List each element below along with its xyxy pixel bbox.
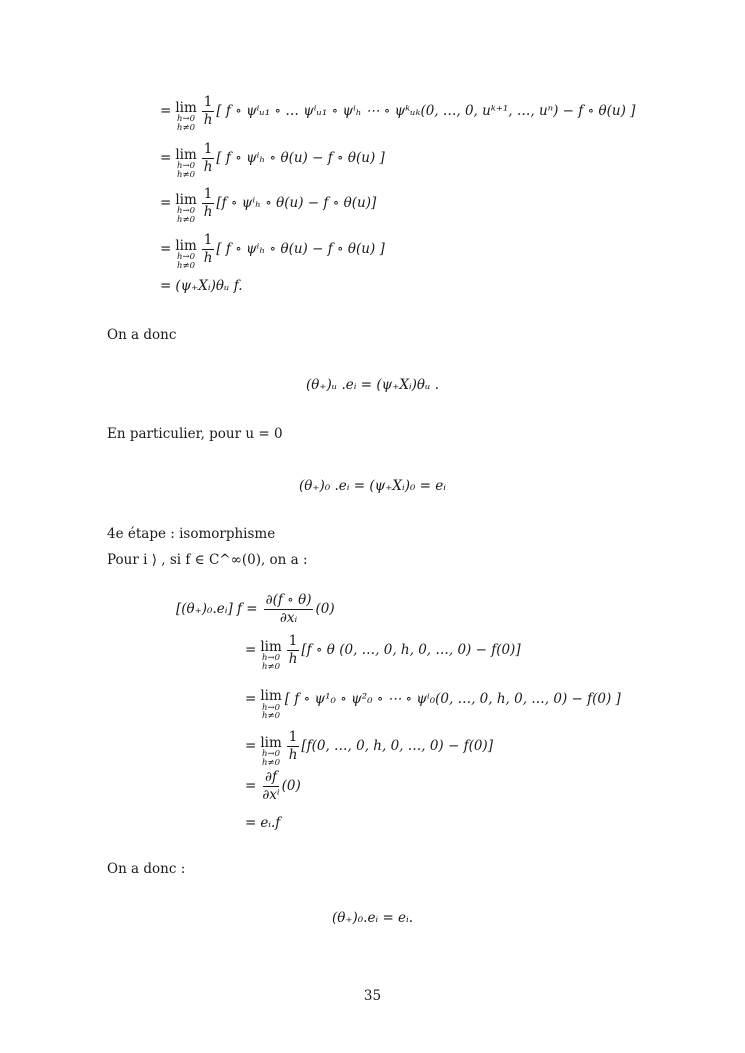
expression: (0) — [315, 600, 335, 617]
expression: [ f ∘ ψⁱᵤ₁ ∘ … ψⁱᵤ₁ ∘ ψⁱₕ ⋯ ∘ ψᵏᵤₖ(0, …, 0, uᵏ⁺¹, …, uⁿ) − f ∘ θ(u) ] — [216, 102, 636, 119]
equals-sign: = — [245, 737, 257, 754]
paragraph-text: On a donc — [107, 327, 177, 343]
equals-sign: = — [160, 278, 172, 294]
equation-line — [245, 729, 493, 769]
equals-sign: = — [245, 777, 257, 794]
equation-line — [160, 94, 636, 134]
fraction: $\frac{1}{h}$ — [203, 232, 213, 266]
display-equation: (θ₊)ᵤ .eᵢ = (ψ₊Xᵢ)θᵤ . — [305, 377, 440, 393]
fraction: $\frac{\partial f}{\text{∂xⁱ}}$ — [262, 769, 280, 803]
expression: (0) — [281, 777, 301, 794]
fraction: $\frac{1}{h}$ — [203, 141, 213, 175]
limit-operator: lim h→0 h≠0 — [260, 734, 282, 769]
equation-line — [176, 593, 335, 626]
paragraph-text: On a donc : — [107, 861, 186, 877]
expression: [ f ∘ ψⁱₕ ∘ θ(u) − f ∘ θ(u) ] — [216, 240, 385, 257]
equation-line — [160, 141, 385, 181]
expression: (ψ₊Xᵢ)θᵤ f. — [175, 278, 243, 294]
equals-sign: = — [160, 240, 172, 257]
equation-line — [245, 684, 621, 722]
expression: [f ∘ θ (0, …, 0, h, 0, …, 0) − f(0)] — [301, 641, 521, 658]
fraction: $\frac{1}{h}$ — [288, 633, 298, 667]
equation-line — [160, 280, 243, 294]
fraction: $\frac{1}{h}$ — [288, 729, 298, 763]
equals-sign: = — [245, 815, 257, 831]
expression: [ f ∘ ψ¹₀ ∘ ψ²₀ ∘ ⋯ ∘ ψⁱ₀(0, …, 0, h, 0, …, 0) − f(0) ] — [284, 690, 621, 707]
equation-line — [245, 770, 301, 803]
display-equation: (θ₊)₀ .eᵢ = (ψ₊Xᵢ)₀ = eᵢ — [299, 478, 446, 494]
display-equation: (θ₊)₀.eᵢ = eᵢ. — [331, 910, 414, 926]
equals-sign: = — [160, 194, 172, 211]
paragraph-text: Pour i ⟩ , si f ∈ C^∞(0), on a : — [107, 552, 308, 568]
fraction: $\frac{1}{h}$ — [203, 94, 213, 128]
limit-operator: lim h→0 h≠0 — [175, 146, 197, 181]
equals-sign: = — [160, 102, 172, 119]
expression: eᵢ.f — [260, 815, 281, 831]
expression: [f(0, …, 0, h, 0, …, 0) − f(0)] — [301, 737, 493, 754]
fraction: $\frac{\partial(f \circ \theta)}{\text{∂xᵢ}}$ — [265, 592, 312, 626]
equals-sign: = — [245, 690, 257, 707]
fraction: $\frac{1}{h}$ — [203, 186, 213, 220]
equation-line — [160, 232, 385, 272]
equation-line — [245, 633, 521, 673]
equals-sign: = — [245, 641, 257, 658]
equation-line — [245, 817, 280, 831]
limit-operator: lim h→0 h≠0 — [175, 99, 197, 134]
expression: [f ∘ ψⁱₕ ∘ θ(u) − f ∘ θ(u)] — [216, 194, 377, 211]
equals-sign: = — [160, 149, 172, 166]
page-number: 35 — [363, 988, 382, 1004]
limit-operator: lim h→0 h≠0 — [175, 191, 197, 226]
equation-lhs: [(θ₊)₀.eᵢ] f = — [176, 600, 258, 617]
equation-line — [160, 186, 377, 226]
limit-operator: lim h→0 h≠0 — [175, 237, 197, 272]
expression: [ f ∘ ψⁱₕ ∘ θ(u) − f ∘ θ(u) ] — [216, 149, 385, 166]
limit-operator: lim h→0 h≠0 — [260, 688, 282, 722]
paragraph-text: En particulier, pour u = 0 — [107, 426, 283, 442]
limit-operator: lim h→0 h≠0 — [260, 638, 282, 673]
section-heading: 4e étape : isomorphisme — [107, 526, 276, 542]
